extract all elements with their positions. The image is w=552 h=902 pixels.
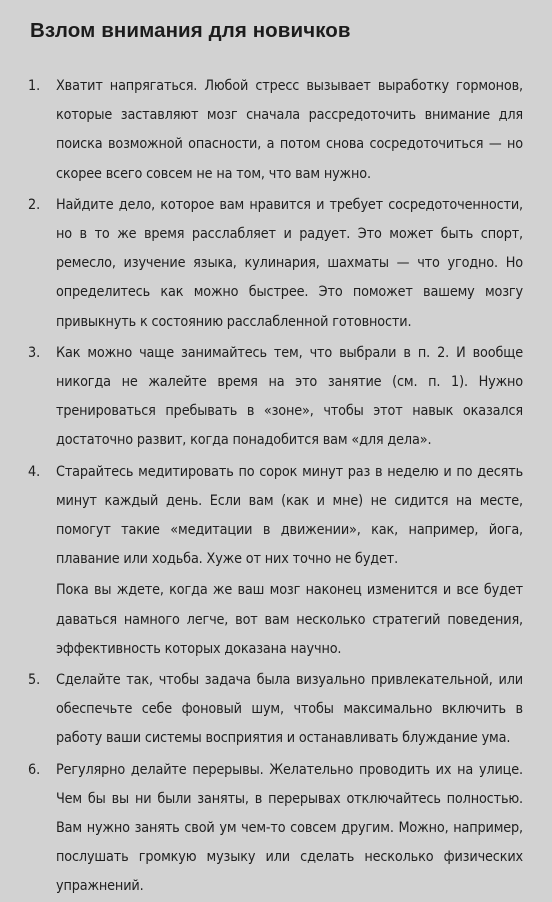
item-text: Регулярно делайте перерывы. Желательно проводить их на улице. Чем бы вы ни были заняты, в перерывах отключайтесь полностью. Вам нужно занять свой ум чем-то совсем другим. Можно, например, послушать громкую музыку или сделать несколько физических упражнений. <box>56 761 523 895</box>
item-text: Найдите дело, которое вам нравится и требует сосредоточенности, но в то же время расслабляет и радует. Это может быть спорт, ремесло, изучение языка, кулинария, шахматы — что угодно. Но определитесь как можно быстрее. Это поможет вашему мозгу привыкнуть к состоянию расслабленной готовности. <box>56 196 523 330</box>
list-item <box>28 339 523 456</box>
item-number: 5. <box>28 672 41 689</box>
item-text: Сделайте так, чтобы задача была визуально привлекательной, или обеспечьте себе фоновый шум, чтобы максимально включить в работу ваши системы восприятия и останавливать блуждание ума. <box>56 672 523 747</box>
item-number: 3. <box>28 344 41 361</box>
intro-paragraph: Пока вы ждете, когда же ваш мозг наконец изменится и все будет даваться намного легче, вот вам несколько стратегий поведения, эффективность которых доказана научно. <box>56 582 523 657</box>
item-text: Хватит напрягаться. Любой стресс вызывает выработку гормонов, которые заставляют мозг сначала рассредоточить внимание для поиска возможной опасности, а потом снова сосредоточиться — но скорее всего совсем не на том, что вам нужно. <box>56 78 523 182</box>
item-number: 2. <box>28 196 41 213</box>
list-item <box>28 72 523 189</box>
item-number: 1. <box>28 78 41 94</box>
list-item <box>28 458 523 575</box>
item-number: 4. <box>28 463 41 480</box>
list-item <box>28 191 523 337</box>
strategies-list <box>28 666 523 902</box>
tips-list <box>28 72 523 574</box>
item-text: Как можно чаще занимайтесь тем, что выбрали в п. 2. И вообще никогда не жалейте время на это занятие (см. п. 1). Нужно тренироваться пребывать в «зоне», чтобы этот навык оказался достаточно развит, когда понадобится вам «для дела». <box>56 344 523 449</box>
page-title: Взлом внимания для новичков <box>30 19 351 42</box>
list-item <box>28 666 523 754</box>
item-text: Старайтесь медитировать по сорок минут раз в неделю и по десять минут каждый день. Если вам (как и мне) не сидится на месте, помогут такие «медитации в движении», как, например, йога, плавание или ходьба. Хуже от них точно не будет. <box>56 463 523 568</box>
item-number: 6. <box>28 761 41 778</box>
list-item <box>28 756 523 902</box>
